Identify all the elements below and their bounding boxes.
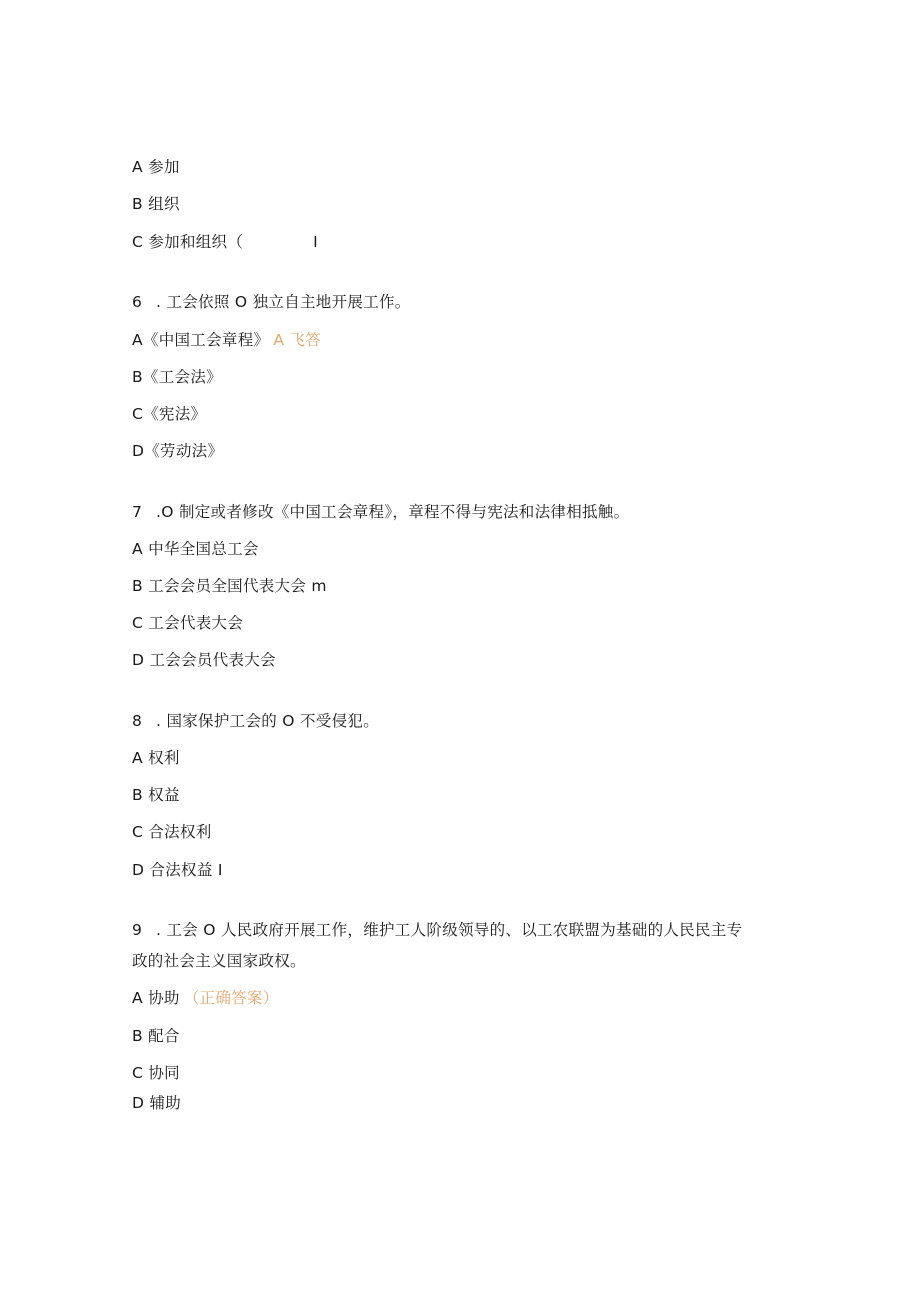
q7-text: .O 制定或者修改《中国工会章程》，章程不得与宪法和法律相抵触。 — [156, 503, 630, 521]
q8-option-c: C 合法权利 — [132, 823, 212, 841]
q8-option-d: D 合法权益 I — [132, 861, 223, 879]
q6-option-a — [132, 330, 321, 350]
q7-option-d: D 工会会员代表大会 — [132, 651, 276, 669]
q5-option-b: B 组织 — [132, 195, 180, 213]
q7-option-a: A 中华全国总工会 — [132, 540, 259, 558]
q6-answer-hint: A 飞答 — [273, 331, 322, 349]
q5-option-c — [132, 232, 318, 252]
q8-option-a: A 权利 — [132, 749, 180, 767]
q5-option-c-tail: I — [313, 233, 319, 251]
q6-stem — [132, 292, 411, 312]
q9-option-a-text: A 协助 — [132, 989, 180, 1007]
q8-option-b: B 权益 — [132, 786, 180, 804]
q9-number: 9 — [132, 921, 143, 939]
q7-number: 7 — [132, 503, 143, 521]
q6-text: . 工会依照 O 独立自主地开展工作。 — [156, 293, 411, 311]
q9-option-c: C 协同 — [132, 1064, 180, 1082]
q9-answer-hint: （正确答案） — [183, 989, 279, 1007]
q8-number: 8 — [132, 712, 143, 730]
q9-text-line1: . 工会 O 人民政府开展工作，维护工人阶级领导的、以工农联盟为基础的人民民主专 — [156, 921, 743, 939]
q6-number: 6 — [132, 293, 143, 311]
q5-option-c-text: C 参加和组织（ — [132, 233, 244, 251]
q6-option-c: C《宪法》 — [132, 405, 207, 423]
q7-option-c: C 工会代表大会 — [132, 614, 244, 632]
q9-option-a — [132, 988, 279, 1008]
q7-stem — [132, 502, 629, 522]
q5-option-a: A 参加 — [132, 158, 180, 176]
q9-stem-line1 — [132, 920, 742, 940]
q9-option-d: D 辅助 — [132, 1094, 182, 1112]
q8-text: . 国家保护工会的 O 不受侵犯。 — [156, 712, 380, 730]
q6-option-d: D《劳动法》 — [132, 442, 224, 460]
q6-option-b: B《工会法》 — [132, 368, 222, 386]
q9-stem-line2: 政的社会主义国家政权。 — [132, 952, 306, 970]
q8-stem — [132, 711, 379, 731]
q6-option-a-text: A《中国工会章程》 — [132, 331, 270, 349]
q9-option-b: B 配合 — [132, 1027, 180, 1045]
q7-option-b: B 工会会员全国代表大会 m — [132, 577, 327, 595]
